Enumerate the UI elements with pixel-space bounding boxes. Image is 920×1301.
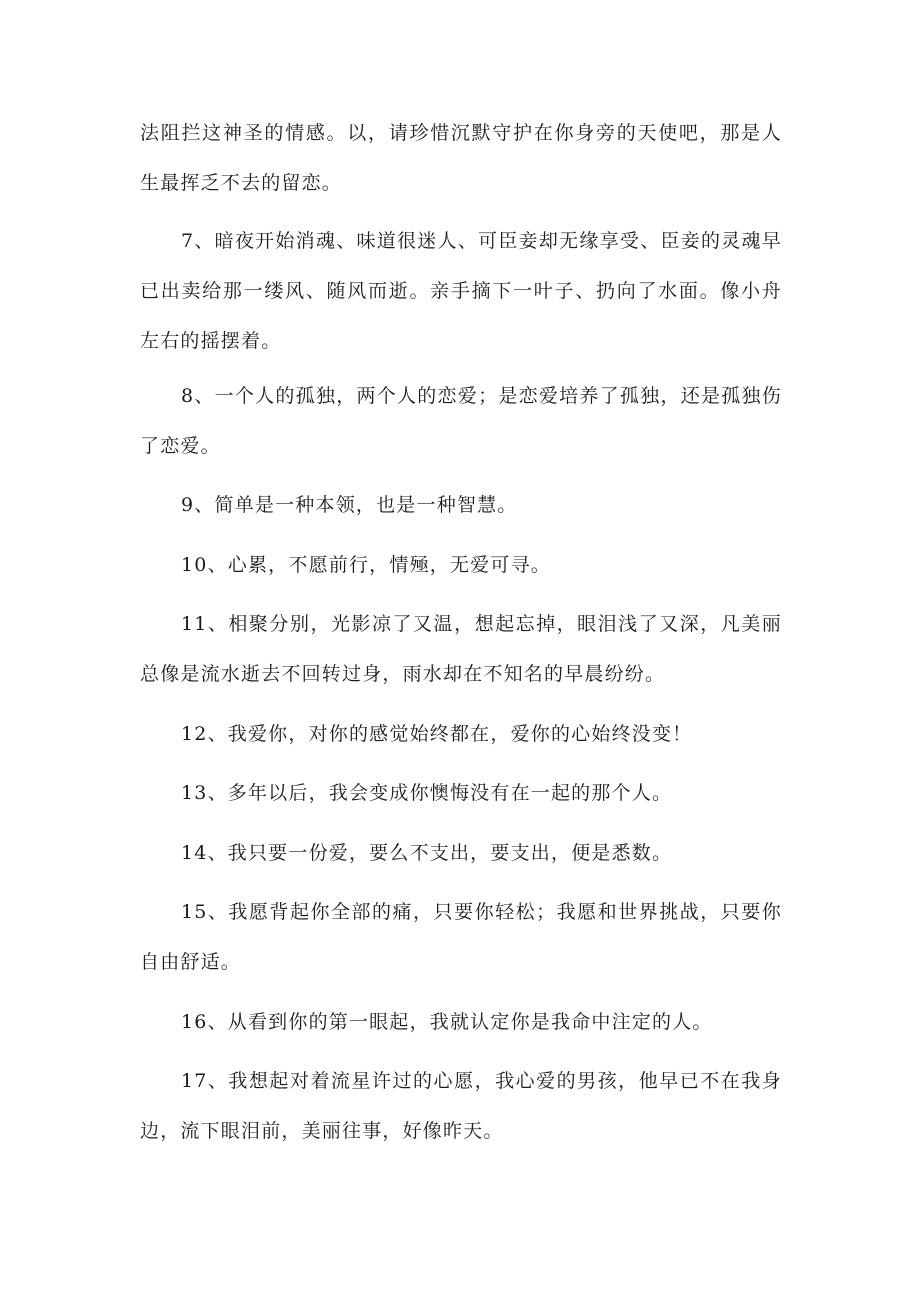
paragraph-item-15: 15、我愿背起你全部的痛，只要你轻松；我愿和世界挑战，只要你自由舒适。	[140, 901, 782, 973]
paragraph-item-14: 14、我只要一份爱，要么不支出，要支出，便是悉数。	[181, 842, 673, 864]
paragraph-item-12: 12、我爱你，对你的感觉始终都在，爱你的心始终没变！	[181, 723, 693, 745]
paragraph-item-9: 9、简单是一种本领，也是一种智慧。	[181, 494, 518, 516]
paragraph-item-17: 17、我想起对着流星许过的心愿，我心爱的男孩，他早已不在我身边，流下眼泪前，美丽往事，好像昨天。	[140, 1070, 782, 1142]
paragraph-item-11: 11、相聚分别，光影凉了又温，想起忘掉，眼泪浅了又深，凡美丽总像是流水逝去不回转过身，雨水却在不知名的早晨纷纷。	[140, 613, 782, 685]
paragraph-item-7: 7、暗夜开始消魂、味道很迷人、可臣妾却无缘享受、臣妾的灵魂早已出卖给那一缕风、随风而逝。亲手摘下一叶子、扔向了水面。像小舟左右的摇摆着。	[140, 230, 782, 352]
paragraph-item-16: 16、从看到你的第一眼起，我就认定你是我命中注定的人。	[181, 1011, 713, 1033]
paragraph-item-13: 13、多年以后，我会变成你懊悔没有在一起的那个人。	[181, 782, 673, 804]
paragraph-item-8: 8、一个人的孤独，两个人的恋爱；是恋爱培养了孤独，还是孤独伤了恋爱。	[140, 385, 782, 457]
paragraph-continued: 法阻拦这神圣的情感。以，请珍惜沉默守护在你身旁的天使吧，那是人生最挥乏不去的留恋。	[140, 122, 782, 194]
paragraph-item-10: 10、心累，不愿前行，情殛，无爱可寻。	[181, 554, 551, 576]
